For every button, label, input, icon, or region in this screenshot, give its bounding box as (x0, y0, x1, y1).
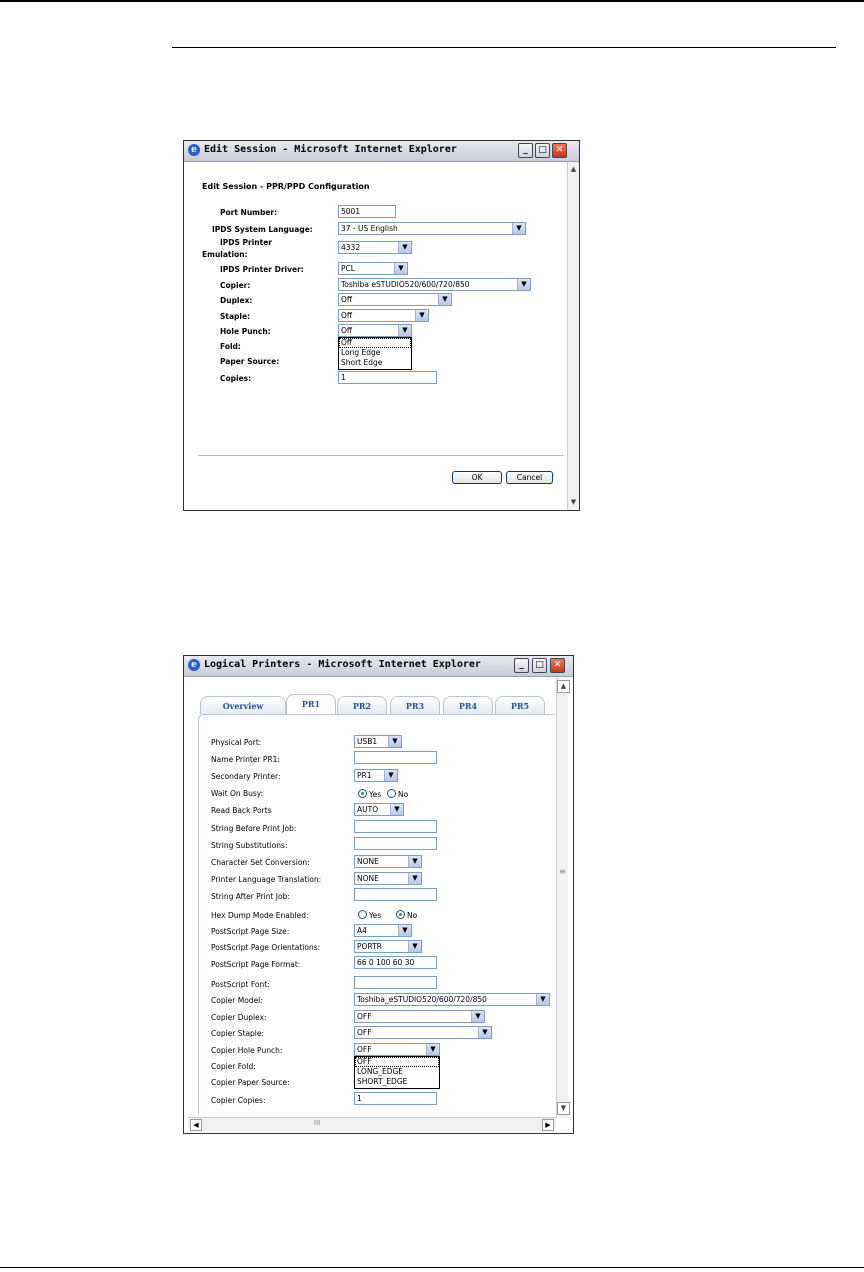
charset-value: NONE (357, 857, 379, 866)
driver-label: IPDS Printer Driver: (220, 265, 304, 274)
charset-select[interactable] (354, 855, 422, 868)
window-title: Edit Session - Microsoft Internet Explorer (204, 144, 457, 155)
ps-orientation-select[interactable] (354, 940, 422, 953)
dropdown-option[interactable]: OFF (355, 1057, 439, 1067)
chevron-down-icon[interactable]: ▼ (398, 242, 411, 253)
language-label: IPDS System Language: (212, 225, 313, 234)
holepunch-select[interactable] (338, 324, 412, 337)
copier-holepunch-label: Copier Hole Punch: (211, 1046, 283, 1055)
tab-pr5[interactable]: PR5 (495, 696, 545, 714)
copier-staple-select[interactable] (354, 1026, 492, 1039)
holepunch-dropdown-list (338, 337, 412, 370)
page-top-rule (0, 0, 864, 2)
chevron-down-icon[interactable]: ▼ (426, 1044, 439, 1055)
scroll-up-icon[interactable]: ▲ (570, 165, 577, 173)
holepunch-value: Off (341, 326, 353, 335)
string-after-label: String After Print Job: (211, 892, 290, 901)
lang-trans-label: Printer Language Translation: (211, 875, 322, 884)
ps-format-input[interactable]: 66 0 100 60 30 (354, 956, 437, 969)
name-printer-label: Name Printer PR1: (211, 755, 280, 764)
paper-source-label: Paper Source: (220, 357, 280, 366)
copier-model-value: Toshiba_eSTUDIO520/600/720/850 (357, 995, 487, 1004)
read-back-label: Read Back Ports (211, 806, 272, 815)
chevron-down-icon[interactable]: ▼ (390, 804, 403, 815)
duplex-label: Duplex: (220, 296, 253, 305)
duplex-value: Off (341, 295, 353, 304)
wait-yes-label: Yes (369, 790, 382, 799)
scroll-left-icon[interactable]: ◀ (190, 1119, 202, 1131)
ok-button[interactable]: OK (452, 471, 502, 484)
tab-pr1[interactable]: PR1 (286, 694, 336, 714)
emulation-value: 4332 (341, 243, 361, 252)
chevron-down-icon[interactable]: ▼ (398, 925, 411, 936)
hex-dump-label: Hex Dump Mode Enabled: (211, 911, 309, 920)
string-after-input[interactable] (354, 888, 437, 901)
string-before-label: String Before Print Job: (211, 824, 297, 833)
read-back-select[interactable] (354, 803, 404, 816)
section-rule (172, 47, 836, 48)
dropdown-option[interactable]: Short Edge (341, 358, 383, 367)
logical-printers-window (183, 655, 574, 1134)
dropdown-option[interactable]: SHORT_EDGE (357, 1077, 408, 1086)
minimize-icon[interactable]: _ (514, 658, 529, 673)
copier-copies-label: Copier Copies: (211, 1096, 266, 1105)
vertical-scrollbar[interactable] (556, 677, 568, 1118)
dialog-heading: Edit Session - PPR/PPD Configuration (202, 182, 370, 191)
copier-duplex-label: Copier Duplex: (211, 1013, 267, 1022)
chevron-down-icon[interactable]: ▼ (536, 994, 549, 1005)
lang-trans-select[interactable] (354, 872, 422, 885)
copier-staple-label: Copier Staple: (211, 1029, 265, 1038)
secondary-printer-label: Secondary Printer: (211, 772, 281, 781)
ps-format-label: PostScript Page Format: (211, 960, 301, 969)
copier-model-select[interactable] (354, 993, 550, 1006)
scroll-down-icon[interactable]: ▼ (570, 498, 577, 506)
copier-duplex-select[interactable] (354, 1010, 485, 1023)
chevron-down-icon[interactable]: ▼ (408, 941, 421, 952)
physical-port-select[interactable] (354, 735, 402, 748)
fold-label: Fold: (220, 342, 241, 351)
language-select[interactable] (338, 222, 526, 235)
copier-value: Toshiba eSTUDIO520/600/720/850 (341, 280, 470, 289)
chevron-down-icon[interactable]: ▼ (394, 263, 407, 274)
hex-yes-radio[interactable] (358, 910, 367, 919)
scroll-up-icon[interactable]: ▲ (557, 680, 570, 693)
ie-icon: e (188, 659, 200, 671)
copier-fold-label: Copier Fold: (211, 1062, 256, 1071)
close-icon[interactable]: ✕ (552, 143, 567, 158)
hex-no-radio[interactable] (396, 910, 405, 919)
window-title: Logical Printers - Microsoft Internet Explorer (204, 659, 481, 670)
ps-page-size-select[interactable] (354, 924, 412, 937)
staple-value: Off (341, 311, 353, 320)
staple-select[interactable] (338, 309, 429, 322)
title-bar[interactable] (184, 656, 573, 677)
ps-page-size-value: A4 (357, 926, 367, 935)
maximize-icon[interactable]: □ (535, 143, 550, 158)
scrollbar-grip[interactable]: ≡ (559, 867, 566, 876)
tab-pr4[interactable]: PR4 (443, 696, 493, 714)
physical-port-value: USB1 (357, 737, 378, 746)
copier-holepunch-value: OFF (357, 1045, 372, 1054)
copier-holepunch-select[interactable] (354, 1043, 440, 1056)
staple-label: Staple: (220, 312, 251, 321)
wait-no-label: No (398, 790, 409, 799)
hex-yes-label: Yes (369, 911, 382, 920)
chevron-down-icon[interactable]: ▼ (398, 325, 411, 336)
driver-select[interactable] (338, 262, 408, 275)
emulation-select[interactable] (338, 241, 412, 254)
chevron-down-icon[interactable]: ▼ (512, 223, 525, 234)
chevron-down-icon[interactable]: ▼ (517, 279, 530, 290)
string-subst-label: String Substitutions: (211, 841, 288, 850)
copies-input[interactable]: 1 (338, 371, 437, 384)
ps-font-label: PostScript Font: (211, 980, 270, 989)
copier-label: Copier: (220, 281, 251, 290)
title-bar[interactable] (184, 141, 579, 162)
string-before-input[interactable] (354, 820, 437, 833)
ps-page-size-label: PostScript Page Size: (211, 927, 290, 936)
copier-staple-value: OFF (357, 1028, 372, 1037)
copier-select[interactable] (338, 278, 531, 291)
read-back-value: AUTO (357, 805, 379, 814)
tab-pr3[interactable]: PR3 (390, 696, 440, 714)
dropdown-option[interactable]: Off (339, 338, 411, 348)
wait-yes-radio[interactable] (358, 789, 367, 798)
footer-divider (198, 455, 564, 456)
copier-copies-input[interactable]: 1 (354, 1092, 437, 1105)
chevron-down-icon[interactable]: ▼ (478, 1027, 491, 1038)
language-value: 37 - US English (341, 224, 398, 233)
secondary-printer-select[interactable] (354, 769, 398, 782)
tab-overview[interactable]: Overview (200, 696, 286, 714)
chevron-down-icon[interactable]: ▼ (415, 310, 428, 321)
edit-session-window (183, 140, 580, 511)
chevron-down-icon[interactable]: ▼ (388, 736, 401, 747)
name-printer-input[interactable] (354, 751, 437, 764)
ps-orientation-value: PORTR (357, 942, 382, 951)
copier-paper-source-label: Copier Paper Source: (211, 1078, 290, 1087)
port-input[interactable]: 5001 (338, 205, 396, 218)
chevron-down-icon[interactable]: ▼ (471, 1011, 484, 1022)
chevron-down-icon[interactable]: ▼ (438, 294, 451, 305)
lang-trans-value: NONE (357, 874, 379, 883)
scroll-down-icon[interactable]: ▼ (557, 1102, 570, 1115)
copier-model-label: Copier Model: (211, 996, 263, 1005)
scroll-right-icon[interactable]: ▶ (542, 1119, 554, 1131)
minimize-icon[interactable]: _ (518, 143, 533, 158)
holepunch-label: Hole Punch: (220, 327, 271, 336)
dropdown-option[interactable]: Long Edge (341, 348, 381, 357)
driver-value: PCL (341, 264, 355, 273)
chevron-down-icon[interactable]: ▼ (384, 770, 397, 781)
charset-label: Character Set Conversion: (211, 858, 310, 867)
tab-pr2[interactable]: PR2 (337, 696, 387, 714)
ie-icon: e (188, 144, 200, 156)
vertical-scrollbar[interactable] (567, 162, 579, 510)
emulation-label-line2: Emulation: (202, 250, 248, 259)
duplex-select[interactable] (338, 293, 452, 306)
ps-font-input[interactable] (354, 976, 437, 989)
scrollbar-grip[interactable]: III (314, 1119, 321, 1127)
string-subst-input[interactable] (354, 837, 437, 850)
port-label: Port Number: (220, 208, 278, 217)
wait-on-busy-label: Wait On Busy: (211, 789, 264, 798)
close-icon[interactable]: ✕ (550, 658, 565, 673)
copier-holepunch-dropdown-list (354, 1056, 440, 1089)
emulation-label-line1: IPDS Printer (220, 238, 273, 247)
hex-no-label: No (407, 911, 418, 920)
chevron-down-icon[interactable]: ▼ (408, 873, 421, 884)
dropdown-option[interactable]: LONG_EDGE (357, 1067, 404, 1076)
ps-orientation-label: PostScript Page Orientations: (211, 943, 321, 952)
cancel-button[interactable]: Cancel (506, 471, 553, 484)
maximize-icon[interactable]: □ (532, 658, 547, 673)
copier-duplex-value: OFF (357, 1012, 372, 1021)
page-bottom-rule (0, 1267, 864, 1268)
secondary-printer-value: PR1 (357, 771, 372, 780)
physical-port-label: Physical Port: (211, 738, 262, 747)
wait-no-radio[interactable] (387, 789, 396, 798)
chevron-down-icon[interactable]: ▼ (408, 856, 421, 867)
copies-label: Copies: (220, 374, 252, 383)
horizontal-scrollbar[interactable] (188, 1117, 556, 1131)
